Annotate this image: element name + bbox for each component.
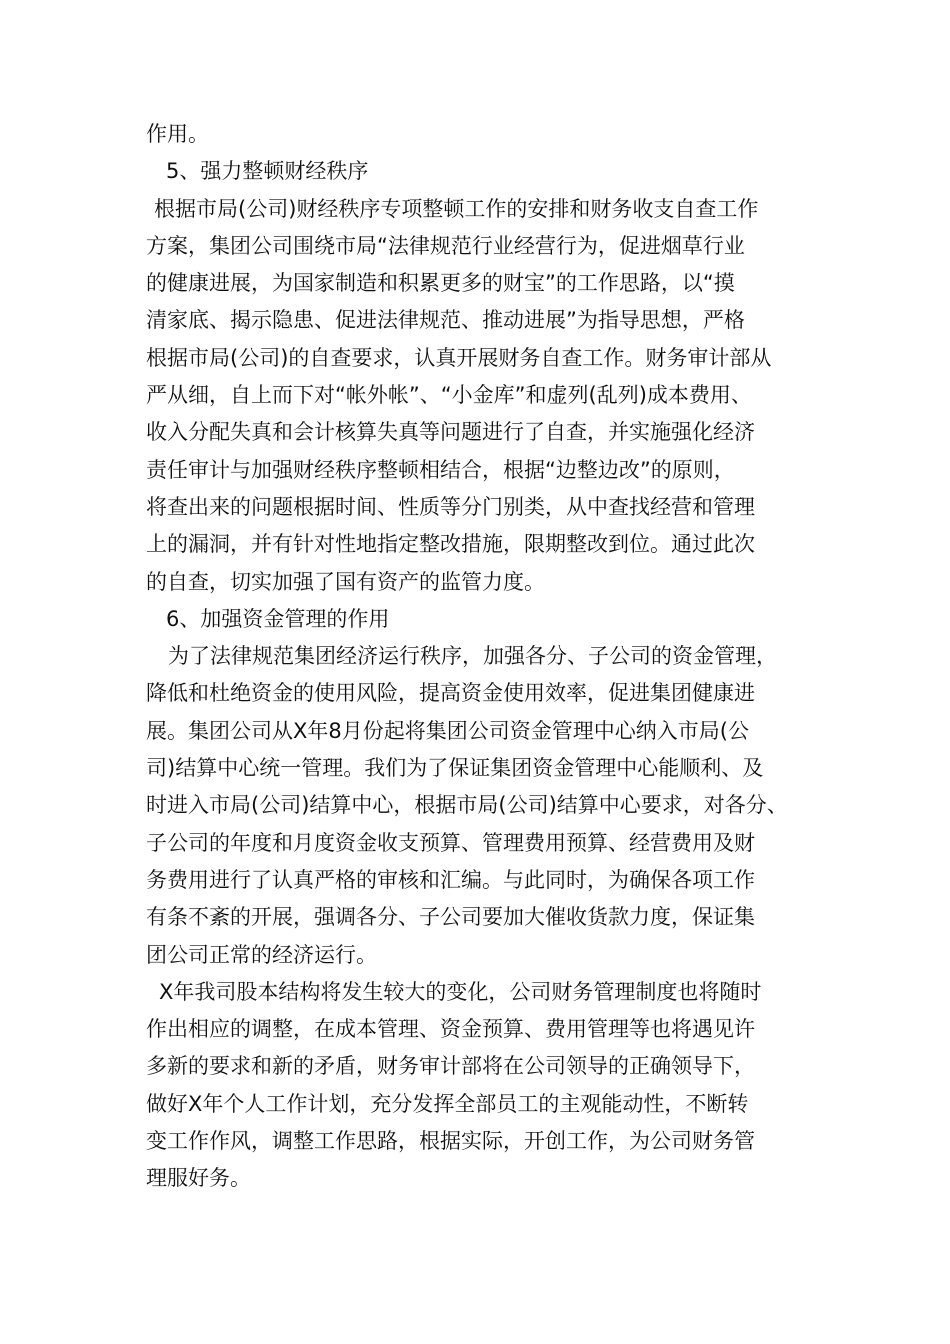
document-body — [146, 116, 826, 1198]
paragraph-line: 有条不紊的开展，强调各分、子公司要加大催收货款力度，保证集 — [146, 905, 755, 930]
paragraph-line: 作出相应的调整，在成本管理、资金预算、费用管理等也将遇见许 — [146, 1017, 755, 1042]
paragraph-line: 上的漏洞，并有针对性地指定整改措施，限期整改到位。通过此次 — [146, 532, 755, 557]
paragraph-line: 根据市局(公司)的自查要求，认真开展财务自查工作。财务审计部从 — [146, 345, 772, 370]
paragraph-line: 责任审计与加强财经秩序整顿相结合，根据“边整边改”的原则， — [146, 457, 735, 482]
paragraph-line: 务费用进行了认真严格的审核和汇编。与此同时，为确保各项工作 — [146, 867, 755, 892]
paragraph-line: 将查出来的问题根据时间、性质等分门别类，从中查找经营和管理 — [146, 494, 755, 519]
paragraph-line: 方案，集团公司围绕市局“法律规范行业经营行为，促进烟草行业 — [146, 233, 745, 258]
paragraph-line: 的自查，切实加强了国有资产的监管力度。 — [146, 569, 545, 594]
paragraph-line: 司)结算中心统一管理。我们为了保证集团资金管理中心能顺利、及 — [146, 756, 764, 781]
paragraph-line: 团公司正常的经济运行。 — [146, 942, 377, 967]
paragraph-line: 严从细，自上而下对“帐外帐”、“小金库”和虚列(乱列)成本费用、 — [146, 383, 752, 408]
paragraph-line: 做好X年个人工作计划，充分发挥全部员工的主观能动性，不断转 — [146, 1091, 749, 1116]
section-heading-6: 6、加强资金管理的作用 — [166, 606, 390, 631]
paragraph-line: X年我司股本结构将发生较大的变化，公司财务管理制度也将随时 — [159, 979, 762, 1004]
section-heading-5: 5、强力整顿财经秩序 — [166, 159, 369, 184]
paragraph-line: 作用。 — [146, 122, 209, 146]
paragraph-line: 的健康进展，为国家制造和积累更多的财宝”的工作思路，以“摸 — [146, 271, 735, 296]
paragraph-line: 根据市局(公司)财经秩序专项整顿工作的安排和财务收支自查工作 — [154, 196, 759, 221]
paragraph-line: 展。集团公司从X年8月份起将集团公司资金管理中心纳入市局(公 — [146, 718, 749, 743]
paragraph-line: 理服好务。 — [146, 1166, 251, 1191]
paragraph-line: 时进入市局(公司)结算中心，根据市局(公司)结算中心要求，对各分、 — [146, 793, 788, 818]
paragraph-line: 多新的要求和新的矛盾，财务审计部将在公司领导的正确领导下， — [146, 1054, 755, 1079]
paragraph-line: 清家底、揭示隐患、促进法律规范、推动进展”为指导思想，严格 — [146, 308, 745, 333]
paragraph-line: 为了法律规范集团经济运行秩序，加强各分、子公司的资金管理， — [168, 644, 777, 669]
paragraph-line: 降低和杜绝资金的使用风险，提高资金使用效率，促进集团健康进 — [146, 681, 755, 706]
paragraph-line: 变工作作风，调整工作思路，根据实际，开创工作，为公司财务管 — [146, 1129, 755, 1154]
paragraph-line: 收入分配失真和会计核算失真等问题进行了自查，并实施强化经济 — [146, 420, 755, 445]
paragraph-line: 子公司的年度和月度资金收支预算、管理费用预算、经营费用及财 — [146, 830, 755, 855]
